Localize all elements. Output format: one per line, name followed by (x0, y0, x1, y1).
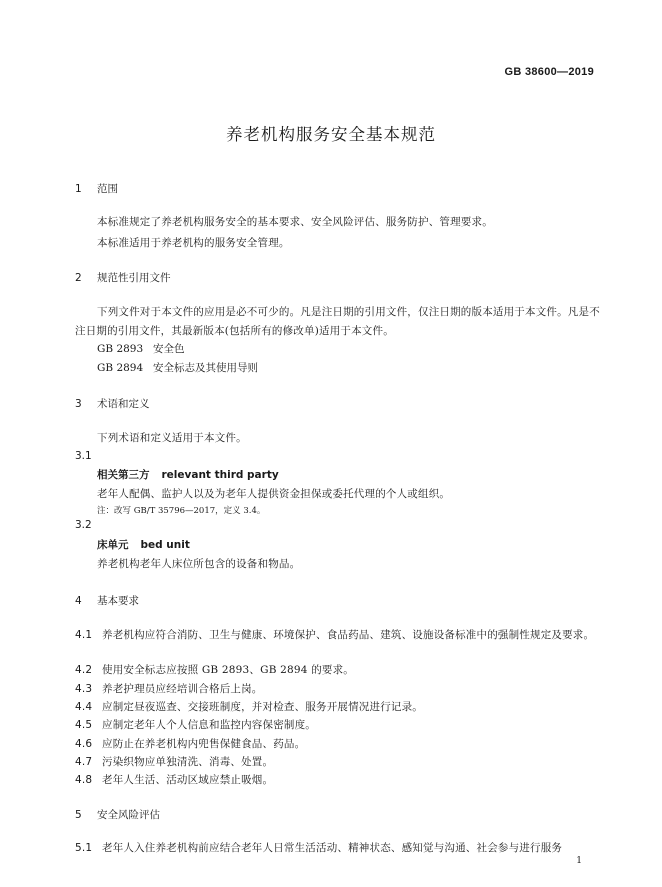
item-number: 4.6 (75, 738, 93, 750)
reference-title: 安全色 (153, 343, 185, 355)
item-number: 4.1 (75, 629, 93, 641)
item-number: 4.4 (75, 701, 93, 713)
item-text: 使用安全标志应按照 GB 2893、GB 2894 的要求。 (102, 664, 355, 676)
requirement-item (75, 662, 354, 677)
term-zh: 相关第三方 (97, 469, 150, 481)
term-zh: 床单元 (97, 539, 129, 551)
section-1-heading (75, 181, 118, 196)
paragraph: 下列文件对于本文件的应用是必不可少的。凡是注日期的引用文件，仅注日期的版本适用于本文件。凡是不注日期的引用文件，其最新版本(包括所有的修改单)适用于本文件。 (75, 306, 600, 337)
item-text: 污染织物应单独清洗、消毒、处置。 (102, 756, 274, 768)
item-text: 养老护理员应经培训合格后上岗。 (102, 683, 263, 695)
requirement-item (75, 717, 316, 732)
item-number: 4.3 (75, 683, 93, 695)
section-number: 4 (75, 595, 82, 607)
term-en: bed unit (140, 539, 190, 551)
item-number: 4.8 (75, 774, 93, 786)
requirement-item (75, 736, 305, 751)
term-note: 注：改写 GB/T 35796—2017，定义 3.4。 (97, 506, 266, 516)
item-text: 养老机构应符合消防、卫生与健康、环境保护、食品药品、建筑、设施设备标准中的强制性规定及要求。 (102, 629, 595, 641)
section-3-heading (75, 396, 150, 411)
term-number: 3.2 (75, 519, 92, 531)
reference-title: 安全标志及其使用导则 (153, 362, 258, 374)
paragraph: 本标准规定了养老机构服务安全的基本要求、安全风险评估、服务防护、管理要求。 (97, 216, 493, 228)
section-number: 2 (75, 272, 82, 284)
item-text: 老年人入住养老机构前应结合老年人日常生活活动、精神状态、感知觉与沟通、社会参与进行服务 (102, 842, 563, 854)
item-number: 4.7 (75, 756, 93, 768)
section-number: 5 (75, 809, 82, 821)
requirement-item (75, 840, 562, 855)
term-definition: 养老机构老年人床位所包含的设备和物品。 (97, 558, 301, 570)
item-number: 4.2 (75, 664, 93, 676)
item-text: 应制定老年人个人信息和监控内容保密制度。 (102, 719, 316, 731)
item-text: 老年人生活、活动区域应禁止吸烟。 (102, 774, 274, 786)
requirement-item (75, 681, 263, 696)
reference-item (97, 360, 258, 375)
section-5-heading (75, 807, 160, 822)
reference-item (97, 341, 185, 356)
section-number: 1 (75, 183, 82, 195)
term-heading (97, 467, 279, 482)
paragraph: 下列术语和定义适用于本文件。 (97, 432, 247, 444)
reference-code: GB 2894 (97, 362, 144, 374)
paragraph: 本标准适用于养老机构的服务安全管理。 (97, 237, 290, 249)
section-title: 规范性引用文件 (97, 272, 171, 284)
reference-code: GB 2893 (97, 343, 144, 355)
section-number: 3 (75, 398, 82, 410)
item-text: 应防止在养老机构内兜售保健食品、药品。 (102, 738, 306, 750)
requirement-item (75, 699, 423, 714)
section-4-heading (75, 593, 139, 608)
page-number: 1 (576, 856, 582, 866)
section-2-heading (75, 270, 171, 285)
term-definition: 老年人配偶、监护人以及为老年人提供资金担保或委托代理的个人或组织。 (97, 488, 451, 500)
section-title: 安全风险评估 (97, 809, 160, 821)
section-title: 术语和定义 (97, 398, 150, 410)
item-number: 5.1 (75, 842, 93, 854)
term-en: relevant third party (161, 469, 279, 481)
requirement-item (75, 772, 273, 787)
item-number: 4.5 (75, 719, 93, 731)
term-heading (97, 537, 190, 552)
item-text: 应制定昼夜巡查、交接班制度，并对检查、服务开展情况进行记录。 (102, 701, 423, 713)
document-title: 养老机构服务安全基本规范 (226, 125, 436, 144)
requirement-item (75, 754, 273, 769)
section-title: 基本要求 (97, 595, 139, 607)
standard-code: GB 38600—2019 (504, 66, 594, 78)
term-number: 3.1 (75, 450, 92, 462)
section-title: 范围 (97, 183, 118, 195)
requirement-item (75, 626, 603, 645)
